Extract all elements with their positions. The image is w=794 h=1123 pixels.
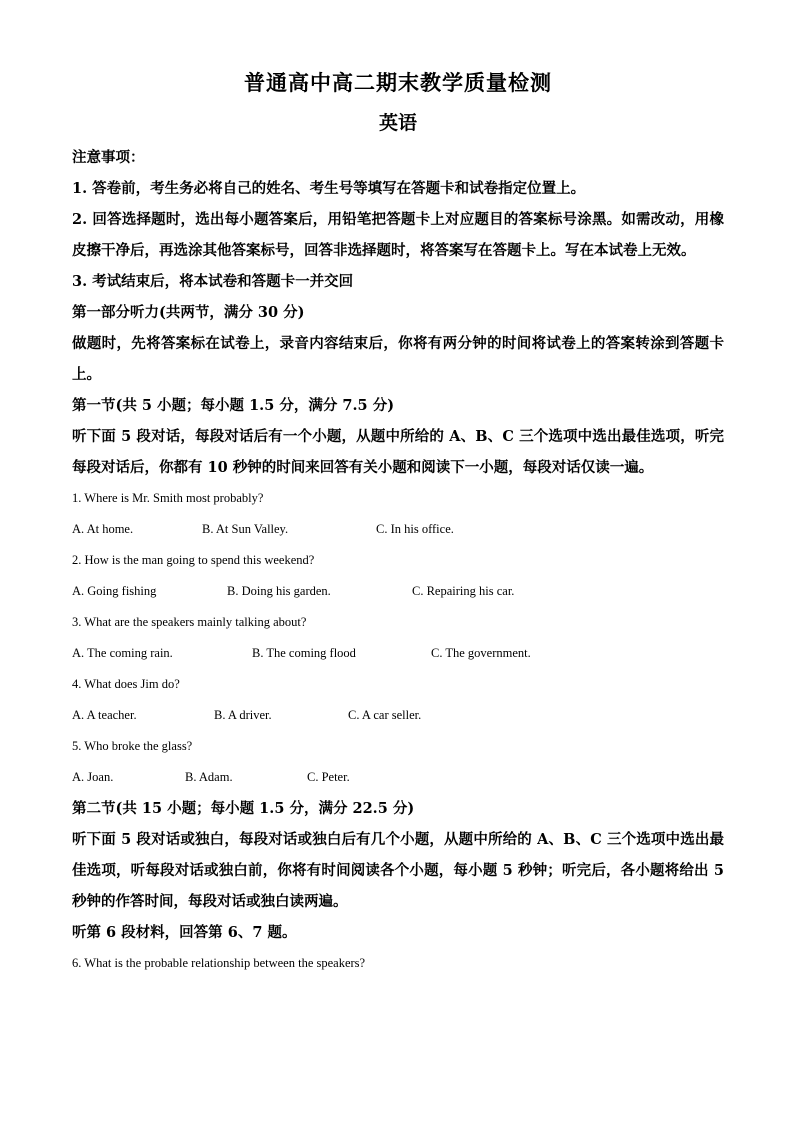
option-c: C. In his office.: [376, 522, 454, 536]
option-a: A. At home.: [72, 522, 134, 536]
question-1-options: [72, 514, 724, 545]
option-a: A. Joan.: [72, 770, 114, 784]
notice-item-1: 1. 答卷前，考生务必将自己的姓名、考生号等填写在答题卡和试卷指定位置上。: [72, 180, 586, 197]
question-5: 5. Who broke the glass?: [72, 739, 193, 753]
question-5-options: [72, 762, 724, 793]
question-2-options: [72, 576, 724, 607]
option-b: B. Adam.: [185, 770, 233, 784]
option-c: C. Peter.: [307, 770, 350, 784]
option-b: B. A driver.: [214, 708, 272, 722]
option-b: B. The coming flood: [252, 646, 356, 660]
part1-heading: 第一部分听力(共两节，满分 30 分): [72, 304, 305, 321]
question-3: 3. What are the speakers mainly talking about?: [72, 615, 307, 629]
option-b: B. Doing his garden.: [227, 584, 331, 598]
option-b: B. At Sun Valley.: [202, 522, 289, 536]
section2-instruction: 听下面 5 段对话或独白，每段对话或独白后有几个小题，从题中所给的 A、B、C 三个选项中选出最佳选项，听每段对话或独白前，你将有时间阅读各个小题，每小题 5 秒钟；听完后，各小题将给出 5 秒钟的作答时间，每段对话或独白读两遍。: [72, 831, 724, 910]
exam-title: 普通高中高二期末教学质量检测: [244, 70, 552, 95]
option-c: C. A car seller.: [348, 708, 422, 722]
material-6-heading: 听第 6 段材料，回答第 6、7 题。: [72, 924, 297, 941]
section1-instruction: 听下面 5 段对话，每段对话后有一个小题，从题中所给的 A、B、C 三个选项中选出最佳选项，听完每段对话后，你都有 10 秒钟的时间来回答有关小题和阅读下一小题，每段对话仅读一遍。: [72, 428, 724, 476]
section2-heading: 第二节(共 15 小题；每小题 1.5 分，满分 22.5 分): [72, 800, 415, 817]
question-3-options: [72, 638, 724, 669]
option-c: C. The government.: [431, 646, 531, 660]
question-2: 2. How is the man going to spend this weekend?: [72, 553, 315, 567]
subject-title: 英语: [378, 112, 417, 134]
notice-heading: 注意事项：: [72, 149, 145, 166]
option-c: C. Repairing his car.: [412, 584, 515, 598]
section1-heading: 第一节(共 5 小题；每小题 1.5 分，满分 7.5 分): [72, 397, 395, 414]
option-a: A. The coming rain.: [72, 646, 173, 660]
question-1: 1. Where is Mr. Smith most probably?: [72, 491, 264, 505]
notice-item-3: 3. 考试结束后，将本试卷和答题卡一并交回: [72, 273, 354, 290]
option-a: A. A teacher.: [72, 708, 137, 722]
exam-page: [72, 60, 724, 979]
question-6: 6. What is the probable relationship between the speakers?: [72, 956, 366, 970]
notice-item-2: 2. 回答选择题时，选出每小题答案后，用铅笔把答题卡上对应题目的答案标号涂黑。如需改动，用橡皮擦干净后，再选涂其他答案标号，回答非选择题时，将答案写在答题卡上。写在本试卷上无效。: [72, 211, 724, 259]
part1-instruction: 做题时，先将答案标在试卷上，录音内容结束后，你将有两分钟的时间将试卷上的答案转涂到答题卡上。: [72, 335, 724, 383]
question-4-options: [72, 700, 724, 731]
question-4: 4. What does Jim do?: [72, 677, 180, 691]
option-a: A. Going fishing: [72, 584, 157, 598]
